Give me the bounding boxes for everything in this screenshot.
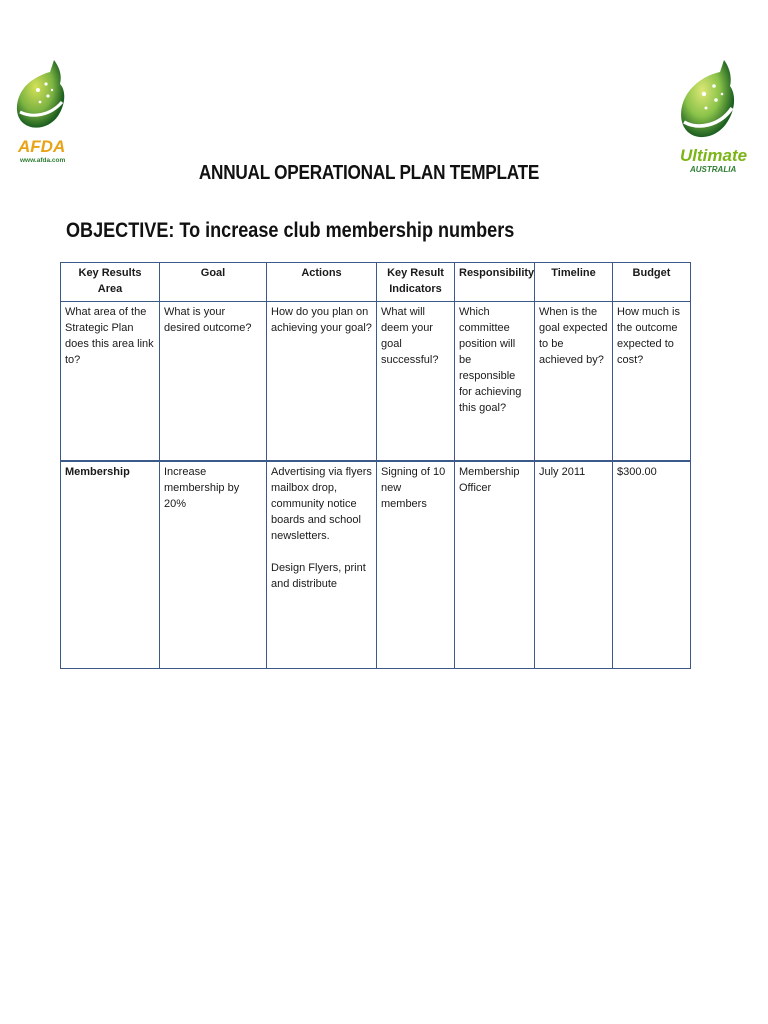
data-cell-indicators: Signing of 10 new members (377, 461, 455, 669)
guide-cell-responsibility: Which committee position will be responsible for achieving this goal? (455, 302, 535, 462)
data-cell-timeline: July 2011 (535, 461, 613, 669)
afda-url: www.afda.com (20, 157, 66, 164)
guide-cell-indicators: What will deem your goal successful? (377, 302, 455, 462)
table-row-membership (61, 461, 691, 669)
guide-cell-timeline: When is the goal expected to be achieved by? (535, 302, 613, 462)
afda-wordmark: AFDA (18, 137, 66, 156)
ultimate-australia-logo (678, 58, 748, 178)
action-item: Design Flyers, print and distribute (271, 562, 366, 590)
afda-emblem-icon (14, 58, 70, 138)
objective-heading: OBJECTIVE: To increase club membership numbers (66, 219, 515, 242)
header-timeline: Timeline (535, 263, 613, 302)
table-header-row (61, 263, 691, 302)
document-title: ANNUAL OPERATIONAL PLAN TEMPLATE (198, 162, 540, 184)
header-actions: Actions (267, 263, 377, 302)
afda-logo (14, 58, 70, 168)
header-key-results-area: Key Results Area (61, 263, 160, 302)
operational-plan-table (60, 262, 691, 669)
header-budget: Budget (613, 263, 691, 302)
header-goal: Goal (160, 263, 267, 302)
guide-cell-budget: How much is the outcome expected to cost? (613, 302, 691, 462)
data-cell-goal: Increase membership by 20% (160, 461, 267, 669)
header-key-result-indicators: Key Result Indicators (377, 263, 455, 302)
table-row-guidance (61, 302, 691, 462)
data-cell-area: Membership (61, 461, 160, 669)
australia-wordmark: AUSTRALIA (690, 165, 737, 174)
data-cell-actions (267, 461, 377, 669)
guide-cell-area: What area of the Strategic Plan does this area link to? (61, 302, 160, 462)
ultimate-emblem-icon (678, 58, 740, 148)
action-item: Advertising via flyers mailbox drop, community notice boards and school newsletters. (271, 466, 372, 542)
guide-cell-goal: What is your desired outcome? (160, 302, 267, 462)
data-cell-budget: $300.00 (613, 461, 691, 669)
header-responsibility: Responsibility (455, 263, 535, 302)
data-cell-responsibility: Membership Officer (455, 461, 535, 669)
guide-cell-actions: How do you plan on achieving your goal? (267, 302, 377, 462)
ultimate-wordmark: Ultimate (680, 146, 748, 165)
